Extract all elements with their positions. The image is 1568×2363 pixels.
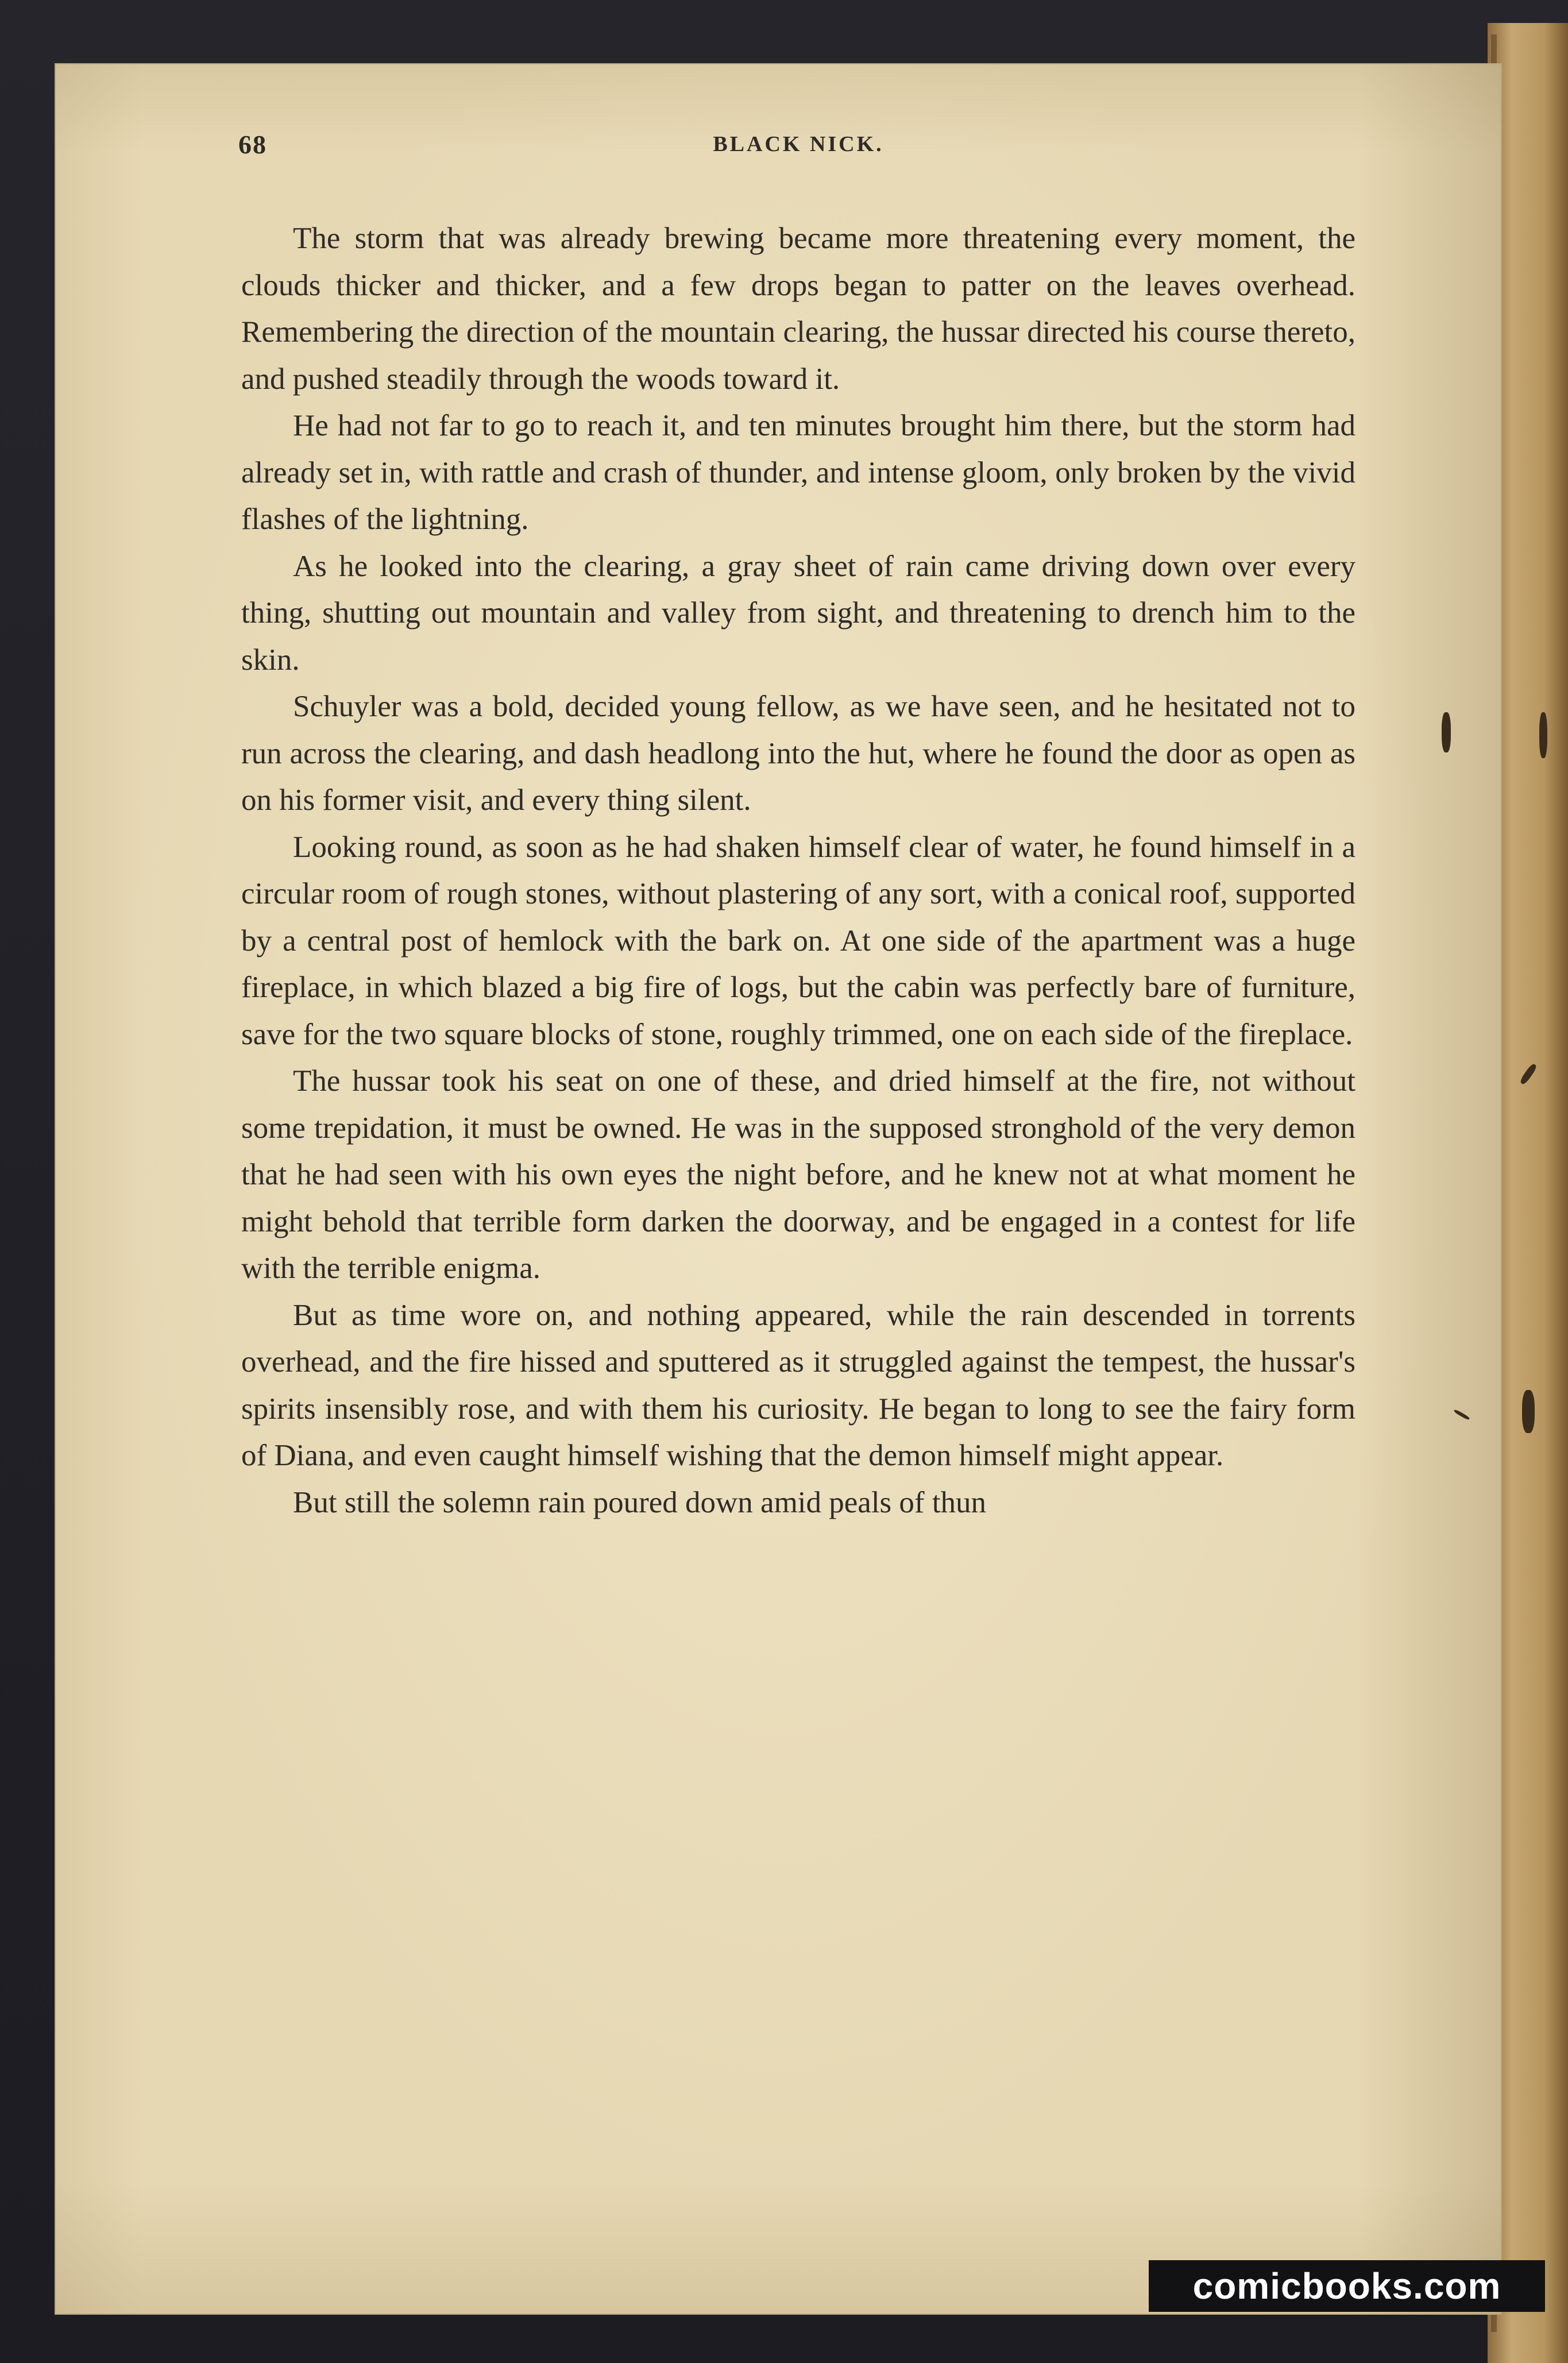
paragraph: But still the solemn rain poured down amid peals of thun xyxy=(293,1485,987,1519)
ink-speck xyxy=(1442,712,1451,752)
paragraph: As he looked into the clearing, a gray sheet of rain came driving down over every thing, shutting out mountain and valley from sight, and threatening to drench him to the skin. xyxy=(241,549,1355,677)
paragraph: The hussar took his seat on one of these, and dried himself at the fire, not without some trepidation, it must be owned. He was in the supposed stronghold of the very demon that he had seen with his own eyes the night before, and he knew not at what moment he might behold that terrible form darken the doorway, and be engaged in a contest for life with the terrible enigma. xyxy=(241,1064,1355,1285)
ink-speck xyxy=(1522,1390,1535,1433)
running-title: BLACK NICK. xyxy=(713,132,884,156)
ink-speck xyxy=(1539,712,1547,758)
page-header xyxy=(238,129,1358,175)
paragraph: He had not far to go to reach it, and ten minutes brought him there, but the storm had already set in, with rattle and crash of thunder, and intense gloom, only broken by the vivid flashes of the lightning. xyxy=(241,409,1355,536)
body-text xyxy=(241,215,1355,1526)
paragraph: Schuyler was a bold, decided young fellow, as we have seen, and he hesitated not to run across the clearing, and dash headlong into the hut, where he found the door as open as on his former visit, and every thing silent. xyxy=(241,690,1355,817)
paragraph: But as time wore on, and nothing appeared, while the rain descended in torrents overhead, and the fire hissed and sputtered as it struggled against the tempest, the hussar's spirits insensibly rose, and with them his curiosity. He began to long to see the fairy form of Diana, and even caught himself wishing that the demon himself might appear. xyxy=(241,1298,1355,1472)
paragraph: The storm that was already brewing became more threatening every moment, the clouds thicker and thicker, and a few drops began to patter on the leaves overhead. Remembering the direction of the mountain clearing, the hussar directed his course thereto, and pushed steadily through the woods toward it. xyxy=(241,222,1355,396)
page-number: 68 xyxy=(238,130,267,159)
watermark: comicbooks.com xyxy=(1149,2260,1545,2312)
paragraph: Looking round, as soon as he had shaken himself clear of water, he found himself in a circular room of rough stones, without plastering of any sort, with a conical roof, supported by a central post of hemlock with the bark on. At one side of the apartment was a huge fireplace, in which blazed a big fire of logs, but the cabin was perfectly bare of furniture, save for the two square blocks of stone, roughly trimmed, one on each side of the fireplace. xyxy=(241,830,1355,1051)
